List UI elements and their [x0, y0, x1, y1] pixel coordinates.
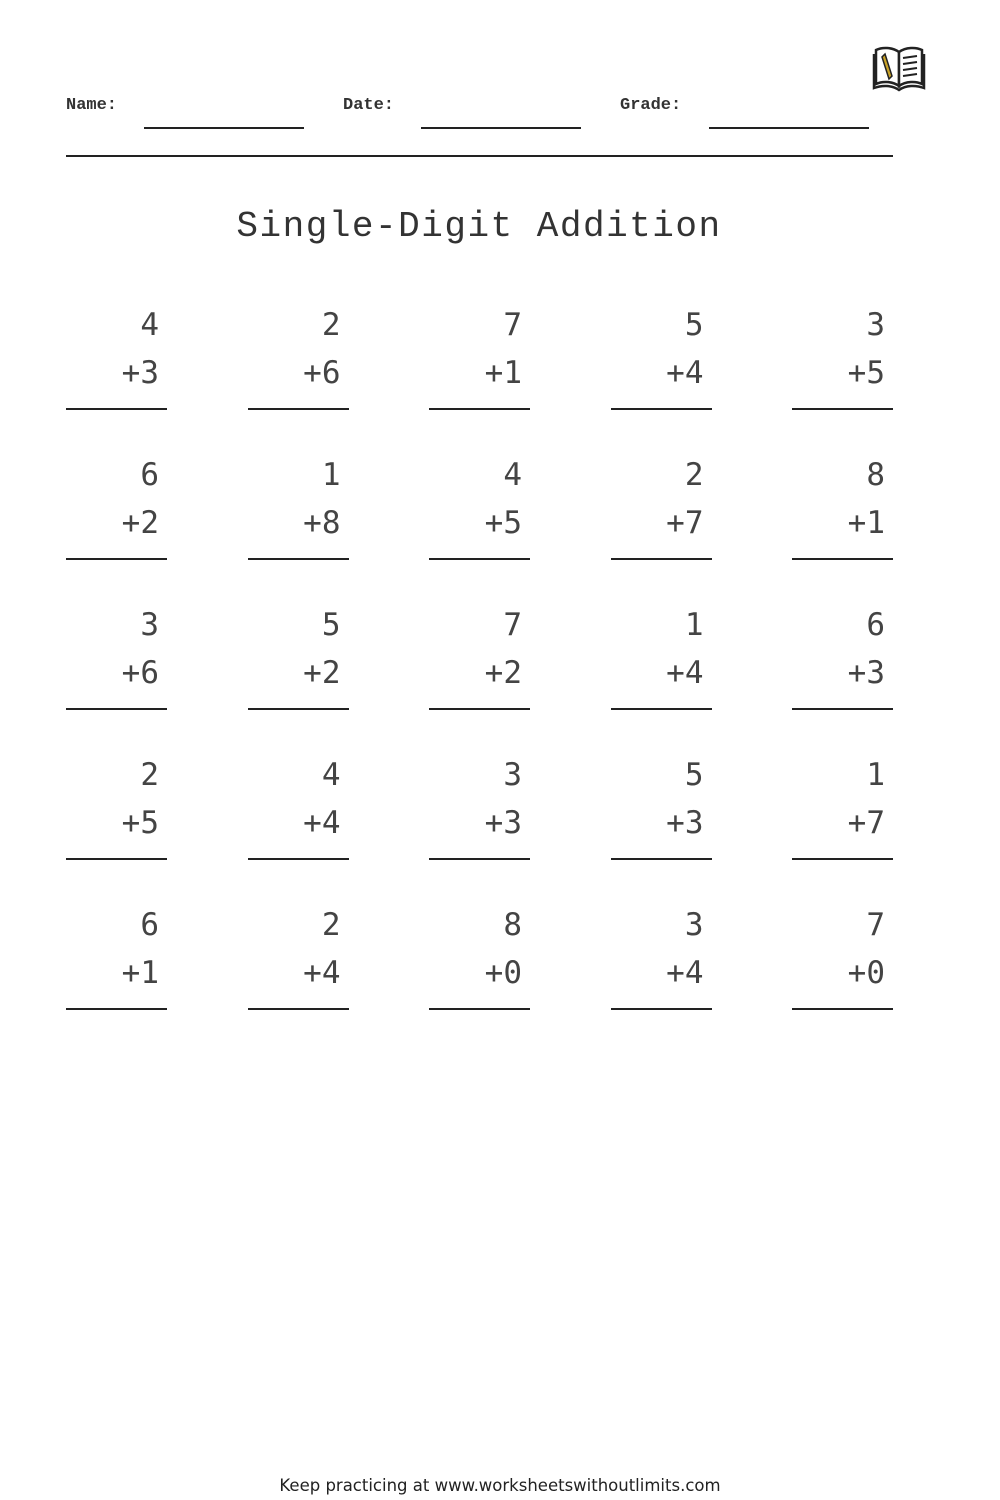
bottom-addend: +5 — [121, 805, 159, 841]
bottom-addend: +7 — [666, 505, 704, 541]
bottom-addend: +3 — [121, 355, 159, 391]
grade-label: Grade: — [620, 96, 682, 115]
answer-line[interactable] — [66, 408, 167, 410]
bottom-addend: +4 — [666, 355, 704, 391]
addition-problem — [66, 905, 167, 1055]
answer-line[interactable] — [66, 1008, 167, 1010]
answer-line[interactable] — [611, 408, 712, 410]
addition-problem — [248, 905, 349, 1055]
top-addend: 7 — [503, 607, 522, 643]
book-with-pencil-icon — [872, 44, 926, 92]
answer-line[interactable] — [248, 558, 349, 560]
bottom-addend: +6 — [303, 355, 341, 391]
answer-line[interactable] — [248, 858, 349, 860]
addition-problem — [429, 905, 530, 1055]
answer-line[interactable] — [248, 708, 349, 710]
answer-line[interactable] — [792, 1008, 893, 1010]
bottom-addend: +6 — [121, 655, 159, 691]
top-addend: 3 — [503, 757, 522, 793]
top-addend: 4 — [321, 757, 341, 793]
problem-grid — [66, 305, 893, 1055]
answer-line[interactable] — [792, 558, 893, 560]
top-addend: 6 — [866, 607, 885, 643]
top-addend: 2 — [321, 307, 341, 343]
addition-problem — [611, 905, 712, 1055]
answer-line[interactable] — [792, 708, 893, 710]
answer-line[interactable] — [611, 708, 712, 710]
addition-problem — [429, 755, 530, 905]
bottom-addend: +3 — [666, 805, 704, 841]
date-field-line[interactable] — [421, 127, 581, 129]
top-addend: 3 — [866, 307, 885, 343]
top-addend: 5 — [684, 757, 704, 793]
bottom-addend: +3 — [847, 655, 885, 691]
top-addend: 1 — [684, 607, 704, 643]
top-addend: 8 — [866, 457, 885, 493]
answer-line[interactable] — [611, 858, 712, 860]
addition-problem — [792, 905, 893, 1055]
answer-line[interactable] — [66, 858, 167, 860]
answer-line[interactable] — [792, 858, 893, 860]
top-addend: 4 — [503, 457, 522, 493]
addition-problem — [792, 605, 893, 755]
top-addend: 1 — [321, 457, 341, 493]
addition-problem — [66, 755, 167, 905]
footer-text: Keep practicing at www.worksheetswithoutlimits.com — [279, 1476, 721, 1495]
top-addend: 3 — [140, 607, 159, 643]
addition-problem — [611, 455, 712, 605]
top-addend: 7 — [503, 307, 522, 343]
answer-line[interactable] — [611, 1008, 712, 1010]
answer-line[interactable] — [429, 708, 530, 710]
bottom-addend: +0 — [847, 955, 885, 991]
top-addend: 2 — [321, 907, 341, 943]
addition-problem — [611, 605, 712, 755]
top-addend: 5 — [684, 307, 704, 343]
addition-problem — [429, 305, 530, 455]
addition-problem — [248, 755, 349, 905]
answer-line[interactable] — [611, 558, 712, 560]
addition-problem — [792, 455, 893, 605]
addition-problem — [429, 455, 530, 605]
top-addend: 1 — [866, 757, 885, 793]
answer-line[interactable] — [248, 408, 349, 410]
addition-problem — [248, 305, 349, 455]
bottom-addend: +1 — [847, 505, 885, 541]
answer-line[interactable] — [429, 858, 530, 860]
top-addend: 2 — [684, 457, 704, 493]
bottom-addend: +1 — [121, 955, 159, 991]
top-addend: 5 — [321, 607, 341, 643]
answer-line[interactable] — [66, 558, 167, 560]
addition-problem — [248, 605, 349, 755]
top-addend: 7 — [866, 907, 885, 943]
header-divider — [66, 155, 893, 157]
answer-line[interactable] — [248, 1008, 349, 1010]
bottom-addend: +0 — [484, 955, 522, 991]
bottom-addend: +4 — [666, 655, 704, 691]
top-addend: 6 — [140, 907, 159, 943]
top-addend: 2 — [140, 757, 159, 793]
addition-problem — [792, 755, 893, 905]
answer-line[interactable] — [429, 408, 530, 410]
addition-problem — [66, 305, 167, 455]
name-field-line[interactable] — [144, 127, 304, 129]
top-addend: 4 — [140, 307, 159, 343]
bottom-addend: +4 — [303, 955, 341, 991]
bottom-addend: +2 — [121, 505, 159, 541]
name-label: Name: — [66, 96, 118, 115]
answer-line[interactable] — [792, 408, 893, 410]
bottom-addend: +3 — [484, 805, 522, 841]
worksheet-title: Single-Digit Addition — [236, 206, 722, 247]
addition-problem — [611, 305, 712, 455]
addition-problem — [611, 755, 712, 905]
addition-problem — [66, 605, 167, 755]
bottom-addend: +5 — [847, 355, 885, 391]
addition-problem — [792, 305, 893, 455]
bottom-addend: +2 — [303, 655, 341, 691]
date-label: Date: — [343, 96, 395, 115]
top-addend: 3 — [684, 907, 704, 943]
addition-problem — [66, 455, 167, 605]
answer-line[interactable] — [429, 558, 530, 560]
bottom-addend: +8 — [303, 505, 341, 541]
bottom-addend: +2 — [484, 655, 522, 691]
bottom-addend: +1 — [484, 355, 522, 391]
bottom-addend: +4 — [666, 955, 704, 991]
bottom-addend: +4 — [303, 805, 341, 841]
top-addend: 6 — [140, 457, 159, 493]
answer-line[interactable] — [429, 1008, 530, 1010]
addition-problem — [429, 605, 530, 755]
grade-field-line[interactable] — [709, 127, 869, 129]
answer-line[interactable] — [66, 708, 167, 710]
bottom-addend: +5 — [484, 505, 522, 541]
top-addend: 8 — [503, 907, 522, 943]
bottom-addend: +7 — [847, 805, 885, 841]
addition-problem — [248, 455, 349, 605]
